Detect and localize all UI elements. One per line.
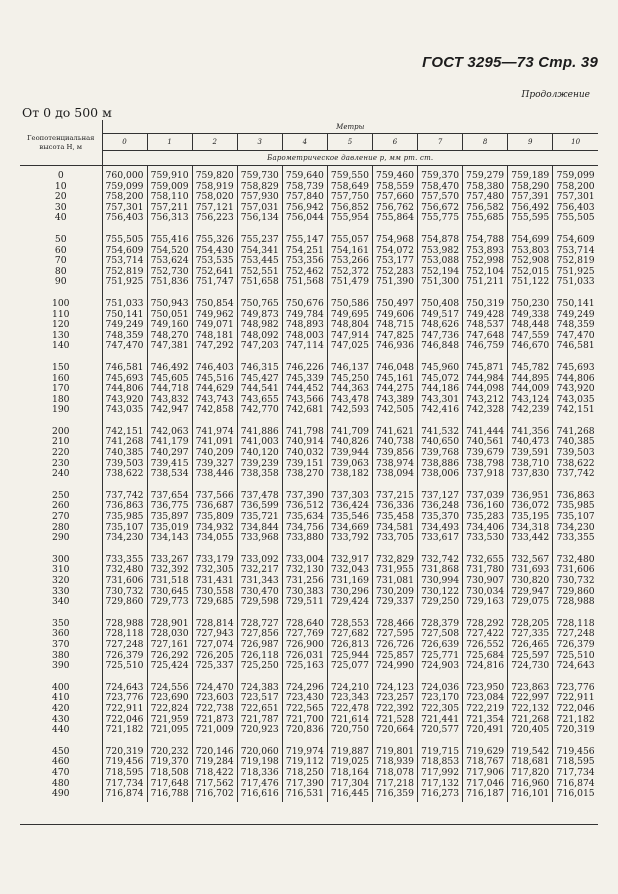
table-row (20, 166, 598, 226)
pressure-cell: 741,798 740,914 740,032 739,151 738,270 (282, 418, 327, 482)
pressure-cell: 754,609 753,714 752,819 751,925 751,033 (553, 226, 598, 290)
height-cell: 350 360 370 380 390 (20, 610, 102, 674)
pressure-cell: 737,127 736,248 735,370 734,493 733,617 (418, 482, 463, 546)
height-cell: 0 10 20 30 40 (20, 166, 102, 226)
pressure-cell: 746,315 745,427 744,541 743,655 742,770 (237, 354, 282, 418)
pressure-cell: 745,693 744,806 743,920 743,035 742,151 (553, 354, 598, 418)
pressure-description-header: Барометрическое давление p, мм рт. ст. (102, 151, 598, 166)
pressure-cell: 754,968 754,072 753,177 752,283 751,390 (372, 226, 417, 290)
pressure-cell: 728,118 727,248 726,379 725,510 724,643 (553, 610, 598, 674)
column-number: 0 (102, 134, 147, 151)
pressure-cell: 719,974 719,112 718,250 717,390 716,531 (282, 738, 327, 802)
table-body (20, 166, 598, 802)
height-cell: 150 160 170 180 190 (20, 354, 102, 418)
column-number: 2 (192, 134, 237, 151)
column-number: 3 (237, 134, 282, 151)
column-number: 9 (508, 134, 553, 151)
table-row (20, 738, 598, 802)
pressure-cell: 733,179 732,305 731,431 730,558 729,685 (192, 546, 237, 610)
pressure-cell: 719,887 719,025 718,164 717,304 716,445 (327, 738, 372, 802)
pressure-cell: 741,356 740,473 739,591 738,710 737,830 (508, 418, 553, 482)
pressure-cell: 746,403 745,516 744,629 743,743 742,858 (192, 354, 237, 418)
pressure-cell: 719,542 718,681 717,820 716,960 716,101 (508, 738, 553, 802)
column-number: 4 (282, 134, 327, 151)
table-row (20, 674, 598, 738)
pressure-cell: 737,654 736,775 735,897 735,019 734,143 (147, 482, 192, 546)
pressure-cell: 742,151 741,268 740,385 739,503 738,622 (102, 418, 147, 482)
pressure-cell: 724,470 723,603 722,738 721,873 721,009 (192, 674, 237, 738)
pressure-cell: 737,390 736,512 735,634 734,756 733,880 (282, 482, 327, 546)
pressure-cell: 754,699 753,803 752,908 752,015 751,122 (508, 226, 553, 290)
height-cell: 50 60 70 80 90 (20, 226, 102, 290)
pressure-cell: 759,640 758,739 757,840 756,942 756,044 (282, 166, 327, 226)
units-header: Метры (102, 120, 598, 134)
pressure-cell: 741,268 740,385 739,503 738,622 737,742 (553, 418, 598, 482)
column-number: 10 (553, 134, 598, 151)
pressure-cell: 755,416 754,520 753,624 752,730 751,836 (147, 226, 192, 290)
pressure-cell: 741,974 741,091 740,209 739,327 738,446 (192, 418, 237, 482)
pressure-cell: 737,566 736,687 735,809 734,932 734,055 (192, 482, 237, 546)
pressure-cell: 733,355 732,480 731,606 730,732 729,860 (102, 546, 147, 610)
pressure-cell: 750,765 749,873 748,982 748,092 747,203 (237, 290, 282, 354)
pressure-cell: 723,863 722,997 722,132 721,268 720,405 (508, 674, 553, 738)
pressure-cell: 745,960 745,072 744,186 743,301 742,416 (418, 354, 463, 418)
pressure-cell: 754,878 753,982 753,088 752,194 751,300 (418, 226, 463, 290)
pressure-cell: 755,147 754,251 753,356 752,462 751,568 (282, 226, 327, 290)
pressure-cell: 733,004 732,130 731,256 730,383 729,511 (282, 546, 327, 610)
pressure-cell: 728,640 727,769 726,900 726,031 725,163 (282, 610, 327, 674)
pressure-cell: 754,788 753,893 752,998 752,104 751,211 (463, 226, 508, 290)
pressure-cell: 750,141 749,249 748,359 747,470 746,581 (553, 290, 598, 354)
pressure-cell: 741,709 740,826 739,944 739,063 738,182 (327, 418, 372, 482)
column-number: 6 (372, 134, 417, 151)
pressure-cell: 745,871 744,984 744,098 743,212 742,328 (463, 354, 508, 418)
table-row (20, 482, 598, 546)
pressure-cell: 750,230 749,338 748,448 747,559 746,670 (508, 290, 553, 354)
pressure-cell: 745,782 744,895 744,009 743,124 742,239 (508, 354, 553, 418)
pressure-cell: 750,319 749,428 748,537 747,648 746,759 (463, 290, 508, 354)
pressure-cell: 760,000 759,099 758,200 757,301 756,403 (102, 166, 147, 226)
pressure-cell: 746,226 745,339 744,452 743,566 742,681 (282, 354, 327, 418)
pressure-cell: 724,123 723,257 722,392 721,528 720,664 (372, 674, 417, 738)
pressure-cell: 719,715 718,853 717,992 717,132 716,273 (418, 738, 463, 802)
pressure-cell: 755,505 754,609 753,714 752,819 751,925 (102, 226, 147, 290)
pressure-cell: 724,556 723,690 722,824 721,959 721,095 (147, 674, 192, 738)
pressure-cell: 720,232 719,370 718,508 717,648 716,788 (147, 738, 192, 802)
pressure-cell: 741,621 740,738 739,856 738,974 738,094 (372, 418, 417, 482)
pressure-cell: 728,466 727,595 726,726 725,857 724,990 (372, 610, 417, 674)
pressure-cell: 759,820 758,919 758,020 757,121 756,223 (192, 166, 237, 226)
pressure-cell: 755,237 754,341 753,445 752,551 751,658 (237, 226, 282, 290)
pressure-cell: 728,379 727,508 726,639 725,771 724,903 (418, 610, 463, 674)
pressure-cell: 737,478 736,599 735,721 734,844 733,968 (237, 482, 282, 546)
continued-label: Продолжение (521, 90, 590, 100)
pressure-cell: 750,497 749,606 748,715 747,825 746,936 (372, 290, 417, 354)
pressure-cell: 733,092 732,217 731,343 730,470 729,598 (237, 546, 282, 610)
pressure-cell: 728,814 727,943 727,074 726,205 725,337 (192, 610, 237, 674)
pressure-cell: 719,456 718,595 717,734 716,874 716,015 (553, 738, 598, 802)
pressure-cell: 724,036 723,170 722,305 721,441 720,577 (418, 674, 463, 738)
range-label: От 0 до 500 м (22, 105, 112, 120)
pressure-cell: 720,319 719,456 718,595 717,734 716,874 (102, 738, 147, 802)
pressure-cell: 751,033 750,141 749,249 748,359 747,470 (102, 290, 147, 354)
pressure-cell: 750,854 749,962 749,071 748,181 747,292 (192, 290, 237, 354)
pressure-cell: 724,643 723,776 722,911 722,046 721,182 (102, 674, 147, 738)
table-row (20, 546, 598, 610)
pressure-cell: 720,146 719,284 718,422 717,562 716,702 (192, 738, 237, 802)
pressure-cell: 741,532 740,650 739,768 738,886 738,006 (418, 418, 463, 482)
height-cell: 450 460 470 480 490 (20, 738, 102, 802)
pressure-cell: 750,943 750,051 749,160 748,270 747,381 (147, 290, 192, 354)
pressure-table (20, 120, 598, 802)
pressure-cell: 732,655 731,780 730,907 730,034 729,163 (463, 546, 508, 610)
table-row (20, 418, 598, 482)
pressure-cell: 719,801 718,939 718,078 717,218 716,359 (372, 738, 417, 802)
pressure-cell: 736,951 736,072 735,195 734,318 733,442 (508, 482, 553, 546)
pressure-cell: 737,303 736,424 735,546 734,669 733,792 (327, 482, 372, 546)
pressure-cell: 746,137 745,250 744,363 743,478 742,593 (327, 354, 372, 418)
pressure-cell: 728,553 727,682 726,813 725,944 725,077 (327, 610, 372, 674)
column-number: 5 (327, 134, 372, 151)
pressure-cell: 750,408 749,517 748,626 747,736 746,848 (418, 290, 463, 354)
pressure-cell: 728,988 728,118 727,248 726,379 725,510 (102, 610, 147, 674)
pressure-cell: 759,550 758,649 757,750 756,852 755,954 (327, 166, 372, 226)
pressure-cell: 746,048 745,161 744,275 743,389 742,505 (372, 354, 417, 418)
column-number-row (20, 134, 598, 151)
pressure-cell: 732,567 731,693 730,820 729,947 729,075 (508, 546, 553, 610)
pressure-cell: 723,776 722,911 722,046 721,182 720,319 (553, 674, 598, 738)
pressure-cell: 719,629 718,767 717,906 717,046 716,187 (463, 738, 508, 802)
table-bottom-rule (20, 824, 598, 825)
pressure-cell: 750,676 749,784 748,893 748,003 747,114 (282, 290, 327, 354)
pressure-cell: 728,727 727,856 726,987 726,118 725,250 (237, 610, 282, 674)
height-cell: 300 310 320 330 340 (20, 546, 102, 610)
pressure-cell: 724,210 723,343 722,478 721,614 720,750 (327, 674, 372, 738)
pressure-cell: 720,060 719,198 718,336 717,476 716,616 (237, 738, 282, 802)
table-row (20, 610, 598, 674)
pressure-cell: 732,829 731,955 731,081 730,209 729,337 (372, 546, 417, 610)
pressure-cell: 759,370 758,470 757,570 756,672 755,775 (418, 166, 463, 226)
pressure-cell: 732,480 731,606 730,732 729,860 728,988 (553, 546, 598, 610)
height-cell: 400 410 420 430 440 (20, 674, 102, 738)
table-row (20, 354, 598, 418)
pressure-cell: 732,917 732,043 731,169 730,296 729,424 (327, 546, 372, 610)
column-number: 8 (463, 134, 508, 151)
table-row (20, 226, 598, 290)
pressure-cell: 759,730 758,829 757,930 757,031 756,134 (237, 166, 282, 226)
pressure-cell: 759,910 759,009 758,110 757,211 756,313 (147, 166, 192, 226)
pressure-cell: 742,063 741,179 740,297 739,415 738,534 (147, 418, 192, 482)
pressure-cell: 723,950 723,084 722,219 721,354 720,491 (463, 674, 508, 738)
pressure-cell: 732,742 731,868 730,994 730,122 729,250 (418, 546, 463, 610)
pressure-cell: 741,886 741,003 740,120 739,239 738,358 (237, 418, 282, 482)
pressure-cell: 728,205 727,335 726,465 725,597 724,730 (508, 610, 553, 674)
table-row (20, 290, 598, 354)
height-cell: 100 110 120 130 140 (20, 290, 102, 354)
pressure-cell: 759,189 758,290 757,391 756,492 755,595 (508, 166, 553, 226)
pressure-cell: 759,099 758,200 757,301 756,403 755,505 (553, 166, 598, 226)
pressure-cell: 737,742 736,863 735,985 735,107 734,230 (102, 482, 147, 546)
pressure-cell: 724,296 723,430 722,565 721,700 720,836 (282, 674, 327, 738)
pressure-cell: 737,215 736,336 735,458 734,581 733,705 (372, 482, 417, 546)
pressure-cell: 759,279 758,380 757,480 756,582 755,685 (463, 166, 508, 226)
pressure-cell: 728,292 727,422 726,552 725,684 724,816 (463, 610, 508, 674)
pressure-cell: 728,901 728,030 727,161 726,292 725,424 (147, 610, 192, 674)
document-header: ГОСТ 3295—73 Стр. 39 (422, 54, 598, 71)
column-number: 1 (147, 134, 192, 151)
pressure-cell: 759,460 758,559 757,660 756,762 755,864 (372, 166, 417, 226)
pressure-cell: 746,581 745,693 744,806 743,920 743,035 (102, 354, 147, 418)
column-number: 7 (418, 134, 463, 151)
height-cell: 250 260 270 280 290 (20, 482, 102, 546)
pressure-cell: 755,326 754,430 753,535 752,641 751,747 (192, 226, 237, 290)
pressure-cell: 724,383 723,517 722,651 721,787 720,923 (237, 674, 282, 738)
pressure-cell: 750,586 749,695 748,804 747,914 747,025 (327, 290, 372, 354)
height-cell: 200 210 220 230 240 (20, 418, 102, 482)
height-column-header: Геопотенциальная высота H, м (20, 120, 102, 166)
pressure-cell: 755,057 754,161 753,266 752,372 751,479 (327, 226, 372, 290)
pressure-cell: 746,492 745,605 744,718 743,832 742,947 (147, 354, 192, 418)
pressure-cell: 741,444 740,561 739,679 738,798 737,918 (463, 418, 508, 482)
pressure-cell: 736,863 735,985 735,107 734,230 733,355 (553, 482, 598, 546)
pressure-cell: 737,039 736,160 735,283 734,406 733,530 (463, 482, 508, 546)
pressure-cell: 733,267 732,392 731,518 730,645 729,773 (147, 546, 192, 610)
